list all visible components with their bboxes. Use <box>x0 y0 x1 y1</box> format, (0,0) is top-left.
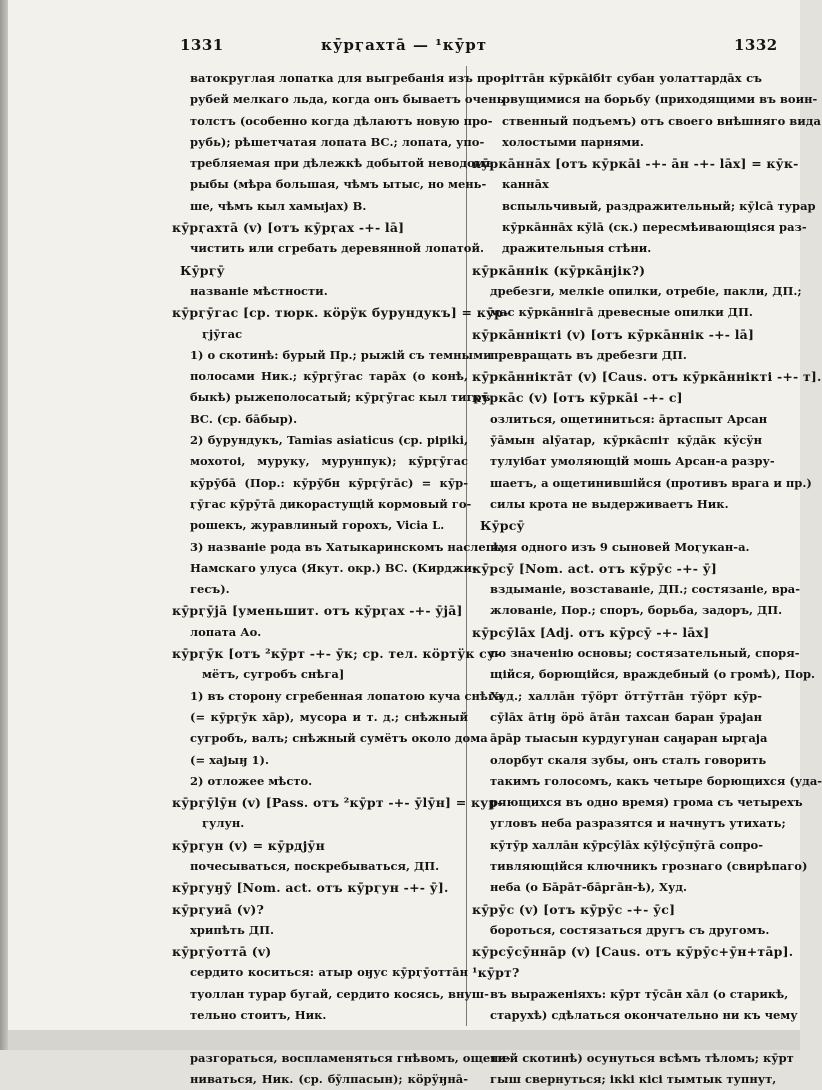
headword-line: кӯрсӯ [Nom. act. отъ кӯрӯс -+- ӯ] <box>472 560 718 576</box>
text-line: ӷjӯгас <box>202 326 243 341</box>
text-line: ріттāн кӯркāібіт субан уолаттардāх съ <box>502 71 762 85</box>
text-line: сугробъ, валъ; снѣжный сумётъ около дома <box>190 731 488 746</box>
text-line: рубь); рѣшетчатая лопата ВС.; лопата, упо- <box>190 134 485 149</box>
text-line: бороться, состязаться другъ съ другомъ. <box>490 922 770 937</box>
headword-line: кӯркāннік (кӯркāнjік?) <box>472 262 646 278</box>
text-line: 2) отложее мѣсто. <box>190 773 313 788</box>
text-line: лопата Ао. <box>190 624 262 639</box>
text-line: почесываться, поскребываться, ДП. <box>190 858 440 873</box>
text-line: рубей мелкаго льда, когда онъ бываетъ очень <box>190 92 505 107</box>
text-line: толстъ (особенно когда дѣлаютъ новую про- <box>190 113 493 128</box>
text-line: кӯтӯр халлāн кӯрсӯlāх кӯlӯсӯпӯгā сопро- <box>490 837 763 852</box>
text-line: ватокруглая лопатка для выгребанія изъ про- <box>190 71 506 85</box>
text-line: угловъ неба разразятся и начнутъ утихать; <box>490 816 786 831</box>
text-line: ряющихся въ одно время) грома съ четырехъ <box>490 795 803 810</box>
text-line: силы крота не выдерживаетъ Ник. <box>490 496 729 511</box>
headword-line: кӯрӷуӈӯ [Nom. act. отъ кӯрӷун -+- ӯ]. <box>172 880 449 896</box>
text-line: въ выраженіяхъ: кӯрт тӯсāн хāл (о старикѣ, <box>490 986 789 1001</box>
text-line: ВС. (ср. бāбыр). <box>190 411 298 426</box>
headword-line: кӯрӷӯlӯн (v) [Pass. отъ ²кӯрт -+- ӯlӯн] = кур- <box>172 795 503 811</box>
text-line: названіе мѣстности. <box>190 283 328 298</box>
text-line: рвущимися на борьбу (приходящими въ воин- <box>502 92 818 107</box>
headword-line: кӯркāнніктāт (v) [Caus. отъ кӯркāннікті -+- т]. <box>472 369 822 385</box>
headword-line: кӯрсӯlāх [Adj. отъ кӯрсӯ -+- lāх] <box>472 624 710 640</box>
headword-line: Кӯрӷӯ <box>180 262 225 278</box>
headword-line: кӯрӯс (v) [отъ кӯрӯс -+- ӯс] <box>472 901 676 917</box>
headword-line: кӯрӷӯк [отъ ²кӯрт -+- ӯк; ср. тел. кӧртӱк су- <box>172 646 501 662</box>
text-line: олорбут скаля зубы, онъ сталъ говорить <box>490 752 767 767</box>
text-line: неба (о Бāрāт-бāргāн-ѣ), Худ. <box>490 880 687 895</box>
text-line: ӷӯгас кӯрӯтā дикорастущій кормовый го- <box>190 496 472 511</box>
text-line: мас кӯркāннігā древесные опилки ДП. <box>490 305 753 320</box>
text-line: рыбы (мѣра большая, чѣмъ ытыс, но мень- <box>190 177 487 192</box>
text-line: дребезги, мелкіе опилки, отребіе, пакли, ДП.; <box>490 283 802 298</box>
text-line: 3) названіе рода въ Хатыкаринскомъ наслегѣ, <box>190 539 505 554</box>
text-line: сӯlāх āтіӈ ӧрӧ āтāн тахсан баран ӯрајан <box>490 709 762 724</box>
text-line: вспыльчивый, раздражительный; кӯlсā турар <box>502 198 816 213</box>
page-number-left: 1331 <box>180 36 224 54</box>
page-header <box>8 36 800 60</box>
headword-line: кӯрӷӯjā [уменьшит. отъ кӯрӷах -+- ӯjā] <box>172 603 463 619</box>
text-line: тивляющійся ключникъ грознаго (свирѣпаго) <box>490 858 808 873</box>
headword-line: кӯрӷӯоттā (v) <box>172 944 272 960</box>
right-column <box>472 68 822 1090</box>
page-number-right: 1332 <box>734 36 778 54</box>
running-title: кӯрӷахтā — ¹кӯрт <box>320 36 488 54</box>
text-line: гесъ). <box>190 582 230 597</box>
headword-line: кӯрӷуиā (v)? <box>172 901 264 917</box>
text-line: 1) въ сторону сгребенная лопатою куча снѣга <box>190 688 503 703</box>
text-line: шаетъ, а ощетинившійся (противъ врага и пр.) <box>490 475 812 490</box>
headword-line: Кӯрсӯ <box>480 518 525 534</box>
text-line: быкѣ) рыжеполосатый; кӯрӷӯгас кыл тигръ <box>190 390 491 405</box>
text-line: гыш свернуться; ікkі кісі тымтык тупнут, <box>490 1071 777 1086</box>
text-line: сердито коситься: атыр оӈус кӯрӷӯоттāн <box>190 965 468 980</box>
text-line: Намскаго улуса (Якут. окр.) ВС. (Кирджи- <box>190 560 477 575</box>
text-line: 1) о скотинѣ: бурый Пр.; рыжій съ темными <box>190 347 492 362</box>
text-line: хрипѣть ДП. <box>190 922 274 937</box>
text-line: шей скотинѣ) осунуться всѣмъ тѣломъ; кӯрт <box>490 1050 794 1065</box>
text-line: разгораться, воспламеняться гнѣвомъ, ощети- <box>190 1050 511 1065</box>
text-line: кӯркāннāх кӯlā (ск.) пересмѣивающіяся раз- <box>502 220 807 235</box>
text-line: каннāх <box>502 177 549 192</box>
text-line: ственный подъемъ) отъ своего внѣшняго вида <box>502 113 821 128</box>
dictionary-page <box>8 0 822 1086</box>
text-line: дражительныя стѣни. <box>502 241 652 256</box>
text-line: тулуібат умоляющій мошь Арсан-а разру- <box>490 454 775 469</box>
text-line: Худ.; халлāн тӯӧрт ӧттӯттāн тӯӧрт кӯр- <box>490 688 762 703</box>
text-line: щійся, борющійся, враждебный (о громѣ), Пор. <box>490 667 816 682</box>
text-line: 2) бурундукъ, Tamias asiaticus (ср. ріріki, <box>190 433 468 448</box>
text-line: мохотоі, муруку, мурунпук); кӯрӷӯгас <box>190 454 468 469</box>
text-line: āрāр тыасын курдугунан саӈаран ырӷаја <box>490 731 768 746</box>
headword-line: кӯрсӯсӯннāр (v) [Caus. отъ кӯрӯс+ӯн+тāр]. <box>472 944 794 960</box>
text-line: по значенію основы; состязательный, споря- <box>490 646 800 661</box>
text-line: кӯрӯбā (Пор.: кӯрӯбн кӯрӷӯгāс) = кӯр- <box>190 475 468 490</box>
headword-line: кӯркāннікті (v) [отъ кӯркāннік -+- lā] <box>472 326 755 342</box>
text-line: превращать въ дребезги ДП. <box>490 347 687 362</box>
headword-line: кӯрӷун (v) = кӯрдјӯн <box>172 837 325 853</box>
text-line: (= кӯрӷӯк хāр), мусора и т. д.; снѣжный <box>190 709 468 724</box>
text-line: старухѣ) сдѣлаться окончательно ни къ чему <box>490 1008 798 1023</box>
text-line: ниваться, Ник. (ср. бȳлпасын); кӧрӱӈнā- <box>190 1071 468 1086</box>
headword-line: ¹кӯрт? <box>472 965 520 981</box>
scan-bottom-band <box>8 1030 800 1050</box>
text-line: озлиться, ощетиниться: āртаспыт Арсан <box>490 411 768 426</box>
text-line: ше, чѣмъ кыл хамыјах) В. <box>190 198 367 213</box>
page-edge <box>0 0 8 1050</box>
text-line: тельно стоитъ, Ник. <box>190 1008 327 1023</box>
text-line: вздыманіе, возставаніе, ДП.; состязаніе, вра- <box>490 582 800 597</box>
text-line: мётъ, сугробъ снѣга] <box>202 667 345 682</box>
text-line: имя одного изъ 9 сыновей Моӷукан-а. <box>490 539 750 554</box>
text-line: такимъ голосомъ, какъ четыре борющихся (уда- <box>490 773 822 788</box>
text-line: ӯāмын аlӯатар, кӯркāспіт кӯдāк кӱсӱн <box>490 433 762 448</box>
headword-line: кӯркāс (v) [отъ кӯркāі -+- с] <box>472 390 683 406</box>
text-line: холостыми парнями. <box>502 134 644 149</box>
text-line: требляемая при дѣлежкѣ добытой неводомъ <box>190 156 494 171</box>
text-line: жлованіе, Пор.; споръ, борьба, задоръ, ДП. <box>490 603 783 618</box>
text-line: (= хајыӈ 1). <box>190 752 269 767</box>
text-line: полосами Ник.; кӯрӷӯгас тарāх (о конѣ, <box>190 369 468 384</box>
headword-line: кӯрӷахтā (v) [отъ кӯрӷах -+- lā] <box>172 220 405 236</box>
headword-line: кӯркāннāх [отъ кӯркāі -+- āн -+- lāх] = кӯк- <box>472 156 799 172</box>
headword-line: кӯрӷӯгас [ср. тюрк. кӧрӱк бурундукъ] = кӯр- <box>172 305 509 321</box>
text-line: туоллан турар бугай, сердито косясь, внуш- <box>190 986 489 1001</box>
text-line: рошекъ, журавлиный горохъ, Vicia L. <box>190 518 445 533</box>
text-line: ӷулун. <box>202 816 245 831</box>
text-line: чистить или сгребать деревянной лопатой. <box>190 241 485 256</box>
